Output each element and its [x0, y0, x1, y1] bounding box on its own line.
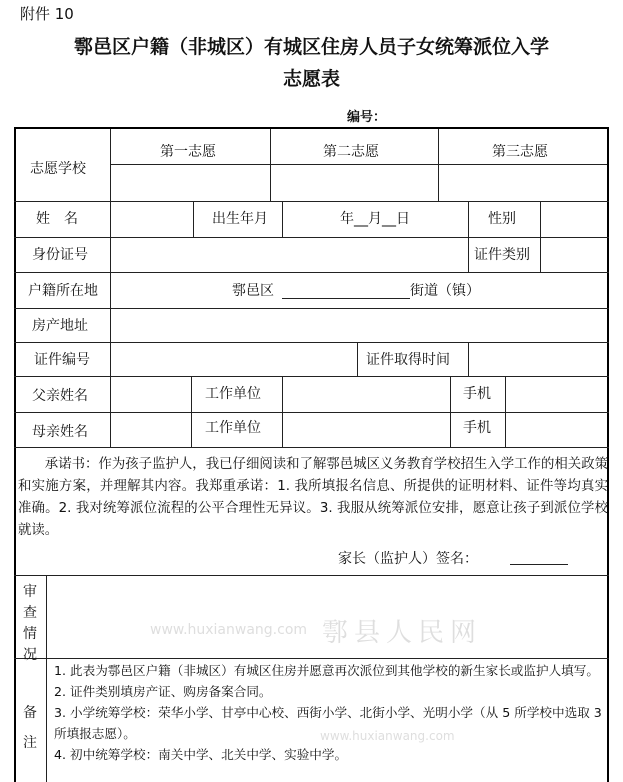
signature-line[interactable] [510, 564, 568, 565]
form-title-line2: 志愿表 [282, 68, 340, 90]
hukou-label: 户籍所在地 [28, 283, 98, 299]
rule [505, 376, 506, 447]
rule [282, 201, 283, 237]
form-title: 鄠邑区户籍（非城区）有城区住房人员子女统筹派位入学 [73, 36, 549, 58]
rule [438, 129, 439, 201]
third-choice-header: 第三志愿 [492, 144, 548, 160]
rule [14, 447, 609, 448]
mother-work-label: 工作单位 [205, 420, 261, 436]
id-number-field[interactable] [112, 239, 466, 270]
pledge-text-block [18, 454, 608, 542]
first-choice-header: 第一志愿 [160, 144, 216, 160]
mother-phone-label: 手机 [463, 420, 491, 436]
rule [540, 201, 541, 272]
birth-date-field[interactable]: 年__月__日 [340, 211, 410, 227]
father-phone-label: 手机 [463, 386, 491, 402]
notes-label [22, 698, 38, 758]
notes-list [54, 660, 606, 765]
rule [14, 272, 609, 273]
signature-label: 家长（监护人）签名： [338, 551, 478, 567]
watermark-url: www.huxianwang.com [150, 622, 308, 638]
id-number-label: 身份证号 [32, 247, 88, 263]
third-choice-field[interactable] [440, 166, 605, 199]
rule [450, 376, 451, 447]
watermark-url-2: www.huxianwang.com [320, 729, 455, 743]
cert-date-label: 证件取得时间 [366, 352, 450, 368]
rule [282, 376, 283, 447]
table-border-left [14, 127, 16, 782]
property-address-label: 房产地址 [32, 318, 88, 334]
gender-label: 性别 [488, 211, 516, 227]
father-work-label: 工作单位 [205, 386, 261, 402]
mother-name-label: 母亲姓名 [32, 424, 88, 440]
hukou-street-suffix: 街道（镇） [410, 283, 480, 299]
note-item: 3. 小学统筹学校：荣华小学、甘亭中心校、西街小学、北街小学、光明小学（从 5 所学校中选取 3 所填报志愿）。 [54, 705, 602, 741]
hukou-street-blank[interactable] [282, 298, 410, 299]
name-label: 姓 名 [36, 211, 78, 227]
father-name-label: 父亲姓名 [32, 388, 88, 404]
note-item: 4. 初中统筹学校：南关中学、北关中学、实验中学。 [54, 747, 348, 762]
review-label-char: 审 [23, 584, 37, 600]
birth-date-label: 出生年月 [212, 211, 268, 227]
rule [193, 201, 194, 237]
note-item: 2. 证件类别填房产证、购房备案合同。 [54, 684, 272, 699]
rule [468, 342, 469, 376]
name-field[interactable] [112, 203, 191, 235]
hukou-district: 鄠邑区 [232, 283, 274, 299]
review-label [22, 582, 38, 666]
cert-number-label: 证件编号 [34, 352, 90, 368]
note-item: 1. 此表为鄠邑区户籍（非城区）有城区住房并愿意再次派位到其他学校的新生家长或监护人填写。 [54, 663, 599, 678]
review-label-char: 况 [23, 647, 37, 663]
rule [110, 164, 607, 165]
property-address-field[interactable] [112, 310, 606, 341]
second-choice-header: 第二志愿 [323, 144, 379, 160]
rule [110, 129, 111, 447]
pledge-paragraph: 承诺书：作为孩子监护人，我已仔细阅读和了解鄠邑城区义务教育学校招生入学工作的相关政策和实施方案，并理解其内容。我郑重承诺：1. 我所填报名信息、所提供的证明材料、证件等均真实准确。2. 我对统筹派位流程的公平合理性无异议。3. 我服从统筹派位安排，愿意让孩子到派位学校就读。 [18, 457, 608, 538]
rule [14, 308, 609, 309]
cert-type-field[interactable] [542, 239, 605, 270]
second-choice-field[interactable] [272, 166, 436, 199]
review-label-char: 查 [23, 605, 37, 621]
cert-date-field[interactable] [470, 344, 605, 375]
first-choice-field[interactable] [112, 166, 268, 199]
gender-field[interactable] [542, 203, 605, 235]
cert-type-label: 证件类别 [474, 247, 530, 263]
serial-number-label: 编号： [347, 110, 387, 125]
rule [46, 575, 47, 782]
rule [14, 201, 609, 202]
rule [468, 237, 469, 272]
review-label-char: 情 [23, 626, 37, 642]
rule [468, 201, 469, 237]
rule [14, 575, 609, 576]
rule [14, 342, 609, 343]
table-border-top [14, 127, 609, 129]
notes-label-char: 注 [23, 735, 37, 751]
rule [14, 412, 609, 413]
rule [357, 342, 358, 376]
attachment-number: 附件 10 [20, 5, 74, 23]
cert-number-field[interactable] [112, 344, 355, 375]
notes-label-char: 备 [23, 705, 37, 721]
rule [191, 376, 192, 447]
rule [14, 658, 609, 659]
rule [14, 237, 609, 238]
school-choice-label: 志愿学校 [30, 161, 86, 177]
rule [270, 129, 271, 201]
rule [14, 376, 609, 377]
watermark-brand: 鄠县人民网 [322, 618, 483, 648]
